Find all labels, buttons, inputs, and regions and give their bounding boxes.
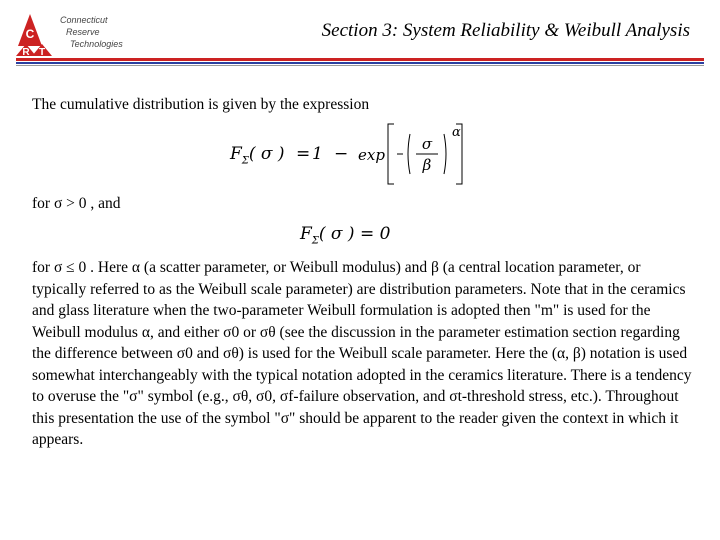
eq2-lhs-sub: Σ [311,235,319,247]
logo-letter-t: T [38,47,46,58]
body-paragraph: for σ ≤ 0 . Here α (a scatter parameter, or Weibull modulus) and β (a central location parameter, or typically referred to as the Weibull scale parameter) are distribution parameters. Note that in the ceramics and glass literature when the two-parameter Weibull formulation is adopted then "m" is used for the Weibull modulus α, and either σ0 or σθ (see the discussion in the parameter estimation section regarding the difference between σ0 and σθ) is used for the Weibull scale parameter. Here the (α, β) notation is used somewhat interchangeably with the typical notation adopted in the ceramics literature. There is a tendency to overuse the "σ" symbol (e.g., σθ, σ0, σf-failure observation, and σt-threshold stress, etc.). Throughout this presentation the use of the symbol "σ" should be apparent to the reader given the context in which it appears. [32,259,692,448]
logo-line-3: Technologies [70,39,123,49]
condition-text-1: for σ > 0 , and [32,195,121,212]
equation-cdf-zero [300,224,390,246]
eq1-denominator: β [422,156,432,174]
header-rule-red [16,58,704,61]
eq2-lhs: F [300,224,312,244]
eq1-lhs: F [230,144,242,164]
header-rule-blue [16,62,704,64]
equation-cdf [230,122,470,186]
eq1-equals: = [296,144,311,164]
logo-line-1: Connecticut [60,15,108,25]
eq2-arg: ( σ ) = 0 [318,224,391,244]
eq1-exp: exp [358,146,385,164]
eq1-one: 1 [312,144,323,164]
eq1-lhs-sub: Σ [241,155,249,167]
logo-letter-c: C [25,27,35,41]
eq1-bracket-fraction [386,122,476,186]
intro-text: The cumulative distribution is given by the expression [32,96,370,113]
eq1-minus: − [334,144,349,164]
company-logo [16,12,136,58]
header-rule-gray [16,65,704,66]
eq1-lhs-arg: ( σ ) [248,144,285,164]
page-title: Section 3: System Reliability & Weibull Analysis [321,20,690,41]
logo-line-2: Reserve [66,27,100,37]
eq1-power: α [452,125,461,140]
eq1-numerator: σ [421,135,433,153]
logo-letter-r: R [22,47,30,58]
logo-triangle-icon [16,12,60,58]
